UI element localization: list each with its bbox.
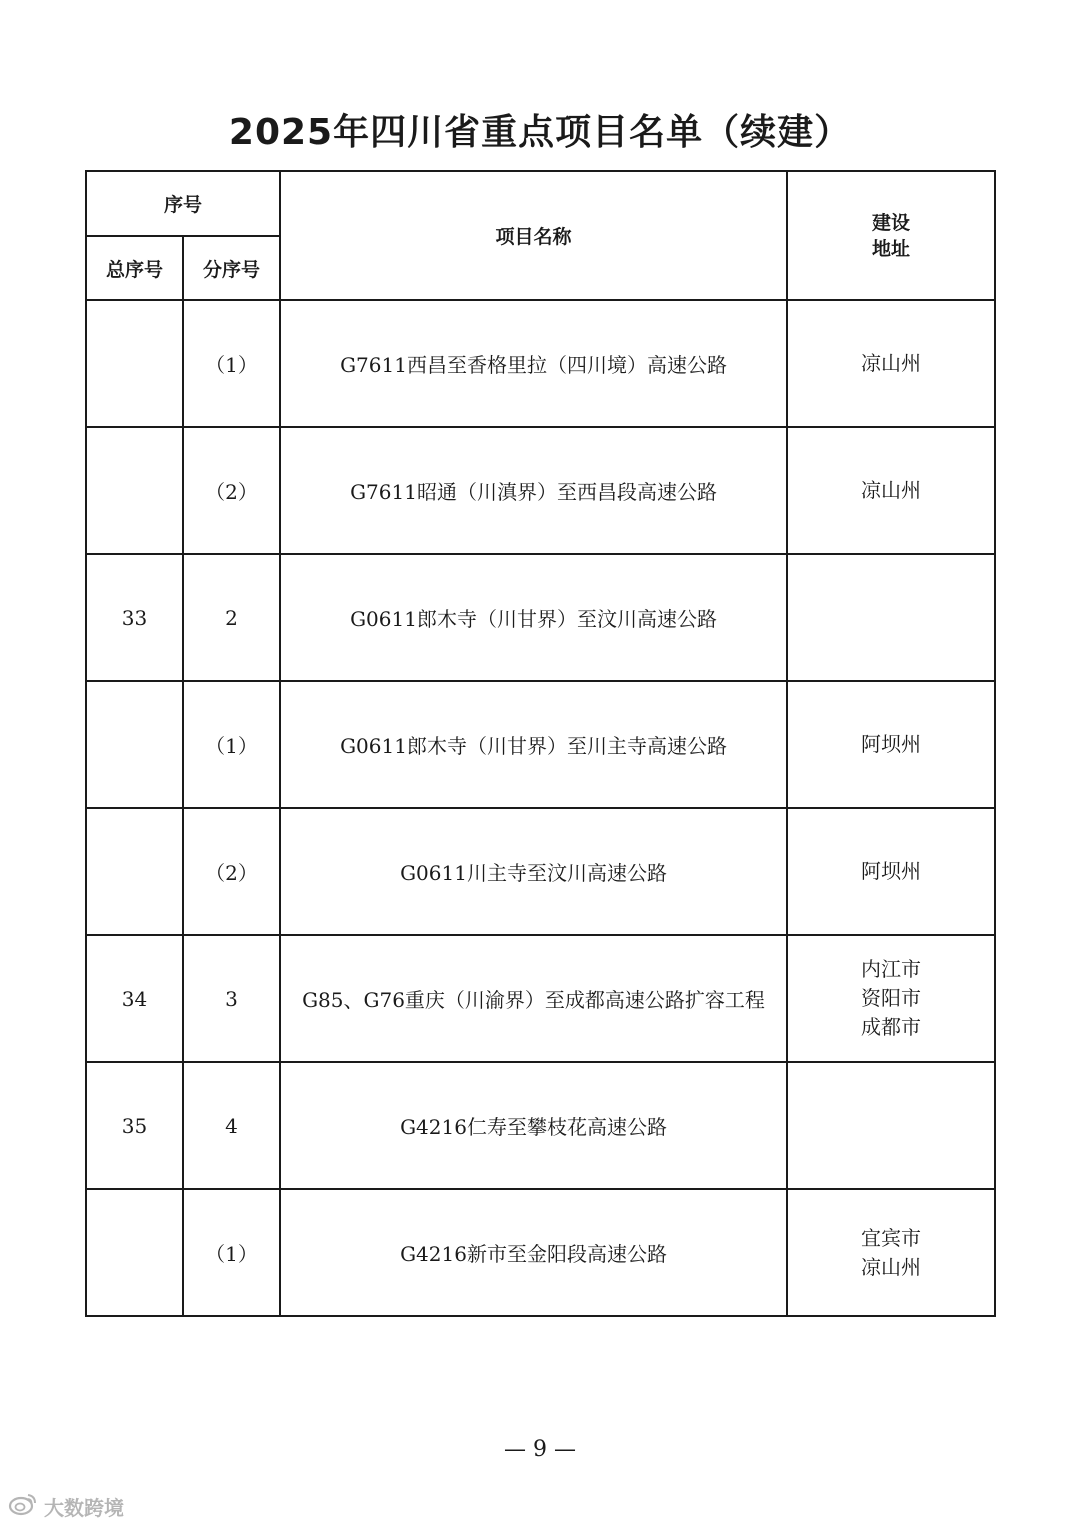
sub-seq-cell: （2） — [183, 427, 280, 554]
location-line: 凉山州 — [861, 1254, 922, 1279]
table-row — [86, 300, 995, 427]
location-line: 成都市 — [861, 1015, 922, 1039]
total-seq-cell: 34 — [86, 935, 183, 1062]
header-project-name: 项目名称 — [280, 171, 787, 300]
watermark-text: 大数跨境 — [44, 1496, 124, 1520]
location-line: 资阳市 — [861, 986, 922, 1010]
page-title: 2025年四川省重点项目名单（续建） — [228, 112, 852, 153]
total-seq-cell: 35 — [86, 1062, 183, 1189]
total-seq-cell — [86, 681, 183, 808]
location-cell — [787, 1062, 995, 1189]
location-cell — [787, 935, 995, 1062]
total-seq-cell: 33 — [86, 554, 183, 681]
location-cell — [787, 681, 995, 808]
header-seq-group: 序号 — [86, 171, 280, 236]
project-name-cell: G4216新市至金阳段高速公路 — [280, 1189, 787, 1316]
total-seq-cell — [86, 427, 183, 554]
page-number: — 9 — — [504, 1437, 576, 1462]
sub-seq-cell: 2 — [183, 554, 280, 681]
project-name-cell: G85、G76重庆（川渝界）至成都高速公路扩容工程 — [280, 935, 787, 1062]
project-name-cell: G7611西昌至香格里拉（四川境）高速公路 — [280, 300, 787, 427]
sub-seq-cell: 3 — [183, 935, 280, 1062]
location-line: 凉山州 — [861, 478, 922, 502]
sub-seq-cell: （2） — [183, 808, 280, 935]
location-cell — [787, 554, 995, 681]
location-line: 宜宾市 — [861, 1225, 922, 1250]
table-row — [86, 935, 995, 1062]
location-cell — [787, 427, 995, 554]
location-cell — [787, 300, 995, 427]
sub-seq-cell: （1） — [183, 1189, 280, 1316]
total-seq-cell — [86, 1189, 183, 1316]
location-line: 阿坝州 — [861, 732, 922, 756]
project-name-cell: G7611昭通（川滇界）至西昌段高速公路 — [280, 427, 787, 554]
table-row — [86, 554, 995, 681]
location-line: 内江市 — [861, 957, 922, 981]
total-seq-cell — [86, 808, 183, 935]
project-name-cell: G0611郎木寺（川甘界）至汶川高速公路 — [280, 554, 787, 681]
location-line: 凉山州 — [861, 351, 922, 375]
header-total-seq: 总序号 — [86, 236, 183, 300]
project-table — [85, 170, 996, 1317]
location-cell — [787, 808, 995, 935]
table-row — [86, 1189, 995, 1316]
sub-seq-cell: 4 — [183, 1062, 280, 1189]
table-row — [86, 1062, 995, 1189]
location-line: 阿坝州 — [861, 859, 922, 883]
header-location-label: 建设地址 — [872, 211, 911, 260]
location-cell — [787, 1189, 995, 1316]
total-seq-cell — [86, 300, 183, 427]
sub-seq-cell: （1） — [183, 300, 280, 427]
project-name-cell: G0611郎木寺（川甘界）至川主寺高速公路 — [280, 681, 787, 808]
watermark — [8, 1492, 124, 1521]
table-body — [86, 300, 995, 1316]
project-name-cell: G0611川主寺至汶川高速公路 — [280, 808, 787, 935]
header-sub-seq: 分序号 — [183, 236, 280, 300]
table-row — [86, 427, 995, 554]
table-row — [86, 681, 995, 808]
weibo-logo-icon — [8, 1492, 38, 1521]
project-name-cell: G4216仁寿至攀枝花高速公路 — [280, 1062, 787, 1189]
header-location — [787, 171, 995, 300]
sub-seq-cell: （1） — [183, 681, 280, 808]
table-row — [86, 808, 995, 935]
